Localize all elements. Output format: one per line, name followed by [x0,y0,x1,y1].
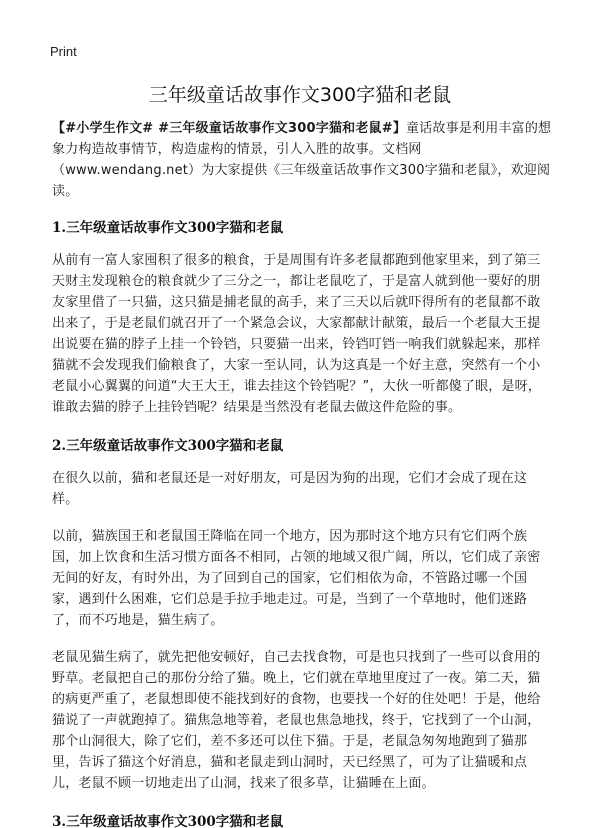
page-title: 三年级童话故事作文300字猫和老鼠 [148,84,452,106]
intro-text: 童话故事是利用丰富的想象力构造故事情节，构造虚构的情景，引人入胜的故事。文档网（www.wendang.net）为大家提供《三年级童话故事作文300字猫和老鼠》，欢迎阅读。 [52,121,552,199]
section-1-heading: 1.三年级童话故事作文300字猫和老鼠 [52,220,284,236]
document-body [52,118,552,828]
section-3-heading: 3.三年级童话故事作文300字猫和老鼠 [52,814,284,828]
section-2-paragraph-1: 在很久以前，猫和老鼠还是一对好朋友，可是因为狗的出现，它们才会成了现在这样。 [52,471,528,507]
section-2-paragraph-3: 老鼠见猫生病了，就先把他安顿好，自己去找食物，可是也只找到了一些可以食用的野草。老鼠把自己的那份分给了猫。晚上，它们就在草地里度过了一夜。第二天，猫的病更严重了，老鼠想即使不能找到好的食物，也要找一个好的住处吧！于是，他给猫说了一声就跑掉了。猫焦急地等着，老鼠也焦急地找，终于，它找到了一个山洞，那个山洞很大，除了它们，差不多还可以住下猫。于是，老鼠急匆匆地跑到了猫那里，告诉了猫这个好消息，猫和老鼠走到山洞时，天已经黑了，可为了让猫暖和点儿，老鼠不顾一切地走出了山洞，找来了很多草，让猫睡在上面。 [52,650,541,791]
section-2-heading: 2.三年级童话故事作文300字猫和老鼠 [52,438,284,454]
intro-paragraph [52,118,552,202]
section-2-paragraph-2: 以前，猫族国王和老鼠国王降临在同一个地方，因为那时这个地方只有它们两个族国，加上饮食和生活习惯方面各不相同，占领的地域又很广阔，所以，它们成了亲密无间的好友，有时外出，为了回到自己的国家，它们相依为命，不管路过哪一个国家，遇到什么困难，它们总是手拉手地走过。可是，当到了一个草地时，他们迷路了，而不巧地是，猫生病了。 [52,529,541,628]
intro-tagline: 【#小学生作文# #三年级童话故事作文300字猫和老鼠#】 [52,121,407,136]
print-label: Print [50,44,77,59]
section-1-paragraph-1: 从前有一富人家囤积了很多的粮食，于是周围有许多老鼠都跑到他家里来，到了第三天财主发现粮仓的粮食就少了三分之一，都让老鼠吃了，于是富人就到他一要好的朋友家里借了一只猫，这只猫是捕老鼠的高手，来了三天以后就吓得所有的老鼠都不敢出来了，于是老鼠们就召开了一个紧急会议，大家都献计献策，最后一个老鼠大王提出说要在猫的脖子上挂一个铃铛，只要猫一出来，铃铛叮铛一响我们就躲起来，那样猫就不会发现我们偷粮食了，大家一至认同，认为这真是一个好主意，突然有一个小老鼠小心翼翼的问道“大王大王，谁去挂这个铃铛呢？”，大伙一听都傻了眼，是呀，谁敢去猫的脖子上挂铃铛呢？结果是当然没有老鼠去做这件危险的事。 [52,253,542,415]
